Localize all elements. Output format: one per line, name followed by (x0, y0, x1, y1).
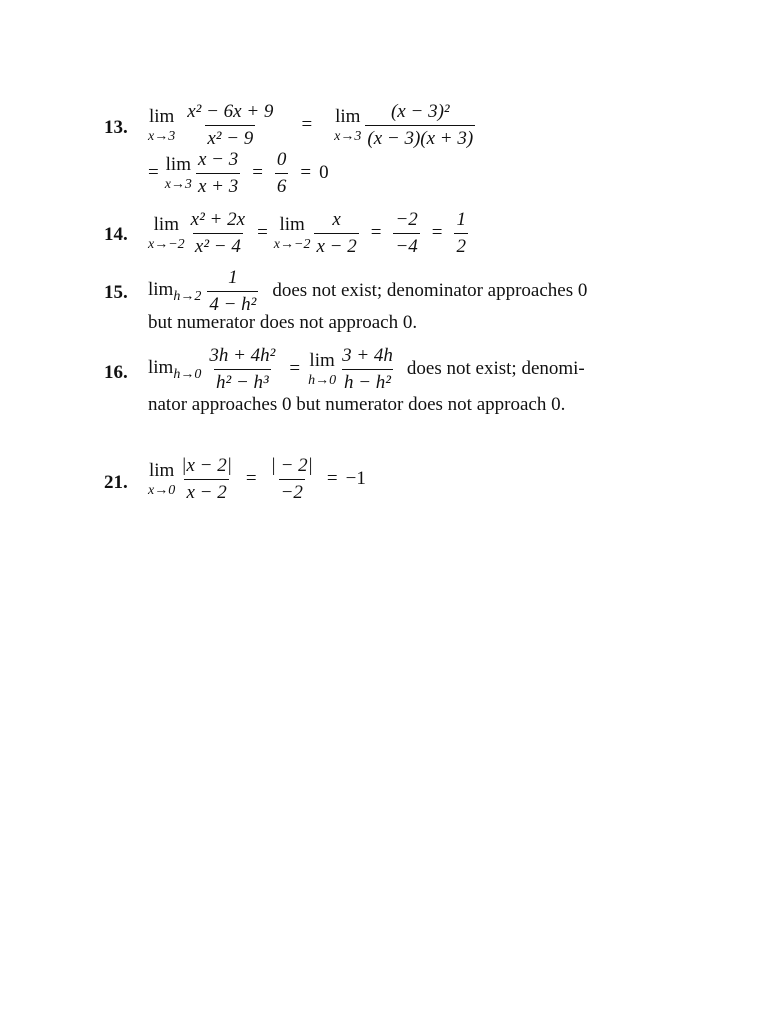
fraction (365, 102, 475, 149)
limit-operator: lim x→0 (148, 459, 176, 498)
denominator: −4 (393, 233, 419, 257)
equation-line (148, 346, 585, 393)
limit-operator: $\lim_{h\to 2}$ (148, 278, 202, 304)
equals-sign: = (257, 222, 268, 244)
numerator: 3 + 4h (342, 345, 393, 366)
problem-number: 14. (104, 224, 128, 245)
problem-number: 16. (104, 362, 128, 383)
numerator: x² + 2x (190, 209, 246, 230)
equals-sign: = (245, 468, 257, 490)
fraction (185, 102, 275, 149)
equals-sign: = (370, 222, 382, 244)
denominator: x + 3 (196, 173, 240, 197)
problem-number: 13. (104, 117, 128, 138)
equals-sign: = (301, 114, 313, 136)
numerator: 3h + 4h² (209, 345, 276, 366)
denominator: 2 (454, 233, 468, 257)
equation-line (148, 456, 366, 503)
explanation-text: does not exist; denomi- (406, 358, 585, 380)
denominator: (x − 3)(x + 3) (365, 125, 475, 149)
numerator: −2 (395, 209, 418, 230)
equals-sign: = (252, 162, 263, 184)
numerator: 1 (228, 267, 238, 288)
limit-operator: lim x→−2 (273, 213, 311, 252)
denominator: −2 (279, 479, 305, 503)
limit-operator: lim x→3 (164, 153, 192, 192)
denominator: x² − 9 (205, 125, 255, 149)
explanation-text-continued: nator approaches 0 but numerator does not approach 0. (148, 394, 566, 415)
fraction (179, 456, 234, 503)
numerator: x (332, 209, 341, 230)
fraction (269, 456, 315, 503)
denominator: 4 − h² (207, 291, 258, 315)
problem-number: 15. (104, 282, 128, 303)
fraction (314, 210, 358, 257)
denominator: 6 (275, 173, 289, 197)
limit-operator: lim h→0 (308, 349, 337, 388)
equals-sign: = (300, 162, 312, 184)
numerator: 0 (276, 149, 287, 170)
fraction (454, 210, 468, 257)
explanation-text: does not exist; denominator approaches 0 (272, 280, 588, 302)
fraction (207, 346, 277, 393)
equation-line (148, 210, 472, 257)
explanation-text-continued: but numerator does not approach 0. (148, 312, 418, 333)
equals-sign: = (148, 162, 159, 184)
equals-sign: = (326, 468, 338, 490)
denominator: x − 2 (314, 233, 358, 257)
denominator: h − h² (342, 369, 393, 393)
limit-operator: lim x→−2 (148, 213, 185, 252)
denominator: h² − h³ (214, 369, 271, 393)
denominator: x − 2 (184, 479, 228, 503)
fraction (207, 268, 258, 315)
equals-sign: = (431, 222, 443, 244)
fraction (393, 210, 419, 257)
limit-operator: lim x→3 (334, 105, 362, 144)
fraction (189, 210, 247, 257)
numerator: | − 2| (270, 455, 313, 476)
result-value: −1 (345, 468, 366, 490)
problem-number: 21. (104, 472, 128, 493)
numerator: x − 3 (197, 149, 239, 170)
equation-line-1 (148, 102, 479, 149)
equation-line (148, 268, 587, 315)
numerator: 1 (456, 209, 466, 230)
fraction (275, 150, 289, 197)
limit-operator: lim x→3 (148, 105, 176, 144)
limit-operator: $\lim_{h\to 0}$ (148, 356, 202, 382)
numerator: x² − 6x + 9 (187, 101, 274, 122)
numerator: (x − 3)² (390, 101, 450, 122)
denominator: x² − 4 (193, 233, 243, 257)
equals-sign: = (289, 358, 301, 380)
numerator: |x − 2| (181, 455, 232, 476)
fraction (196, 150, 240, 197)
fraction (340, 346, 395, 393)
equation-line-2 (148, 150, 329, 197)
result-value: 0 (319, 162, 329, 184)
